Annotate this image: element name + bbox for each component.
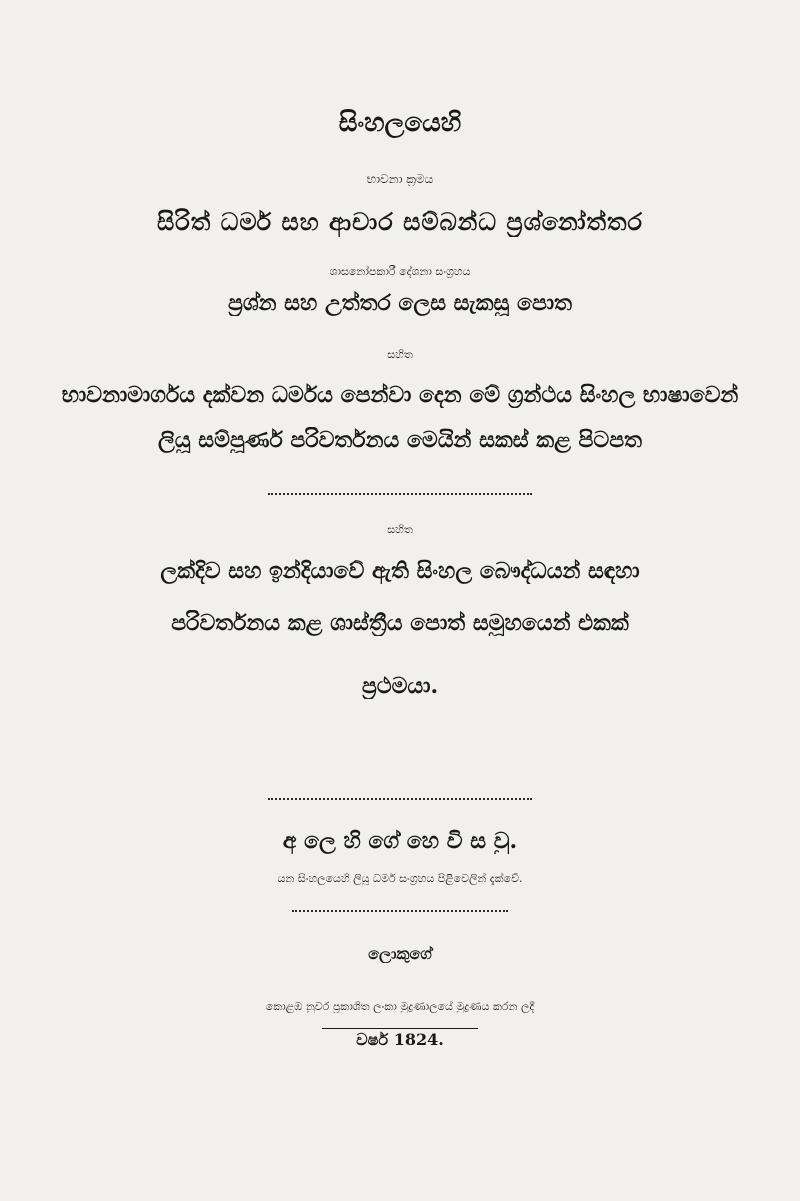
heading-main: සිරිත් ධර්ම සහ ආචාර සම්බන්ධ ප්‍රශ්නෝත්තර bbox=[156, 208, 644, 236]
heading-second: ප්‍රශ්න සහ උත්තර ලෙස සැකසූ පොත bbox=[228, 290, 572, 316]
dotted-divider bbox=[268, 798, 532, 800]
title: සිංහලයෙහි bbox=[338, 108, 462, 138]
body-line-2: ලියූ සම්පූර්ණ පරිවර්තනය මෙයින් සකස් කළ පිටපත bbox=[157, 427, 643, 453]
label-small-1: සහිත bbox=[387, 348, 413, 361]
heading-small: ශාසනෝපකාරී දේශනා සංග්‍රහය bbox=[329, 265, 471, 278]
dotted-divider bbox=[268, 493, 532, 495]
body-line-1: භාවනාමාර්ගය දක්වන ධර්මය පෙන්වා දෙන මේ ග්‍රන්ථය සිංහල භාෂාවෙන් bbox=[61, 382, 739, 408]
body-line-5: ප්‍රථමයා. bbox=[361, 673, 439, 699]
dotted-divider bbox=[292, 910, 508, 912]
label-small-2: සහිත bbox=[387, 523, 413, 536]
body-line-3: ලක්දිව සහ ඉන්දියාවේ ඇති සිංහල බෞද්ධයන් සඳහා bbox=[160, 558, 640, 584]
motto: අ ලෙ හි ගේ හෙ වි ස වු. bbox=[282, 828, 518, 854]
subtitle-small: භාවනා ක්‍රමය bbox=[366, 172, 434, 186]
imprint: කොළඹ නුවර ප්‍රකාශිත ලංකා මුද්‍රණාලයේ මුද්‍රණය කරන ලදී bbox=[265, 1000, 535, 1013]
body-line-4: පරිවර්තනය කළ ශාස්ත්‍රීය පොත් සමූහයෙන් එකක් bbox=[171, 610, 629, 636]
year: වර්ෂ 1824. bbox=[356, 1030, 444, 1049]
motto-small: යන සිංහලයෙහි ලියූ ධර්ම සංග්‍රහය පිළිවෙලින් දැක්වේ. bbox=[277, 872, 523, 885]
solid-divider bbox=[322, 1028, 478, 1029]
printer: ලොකුගේ bbox=[368, 944, 432, 963]
